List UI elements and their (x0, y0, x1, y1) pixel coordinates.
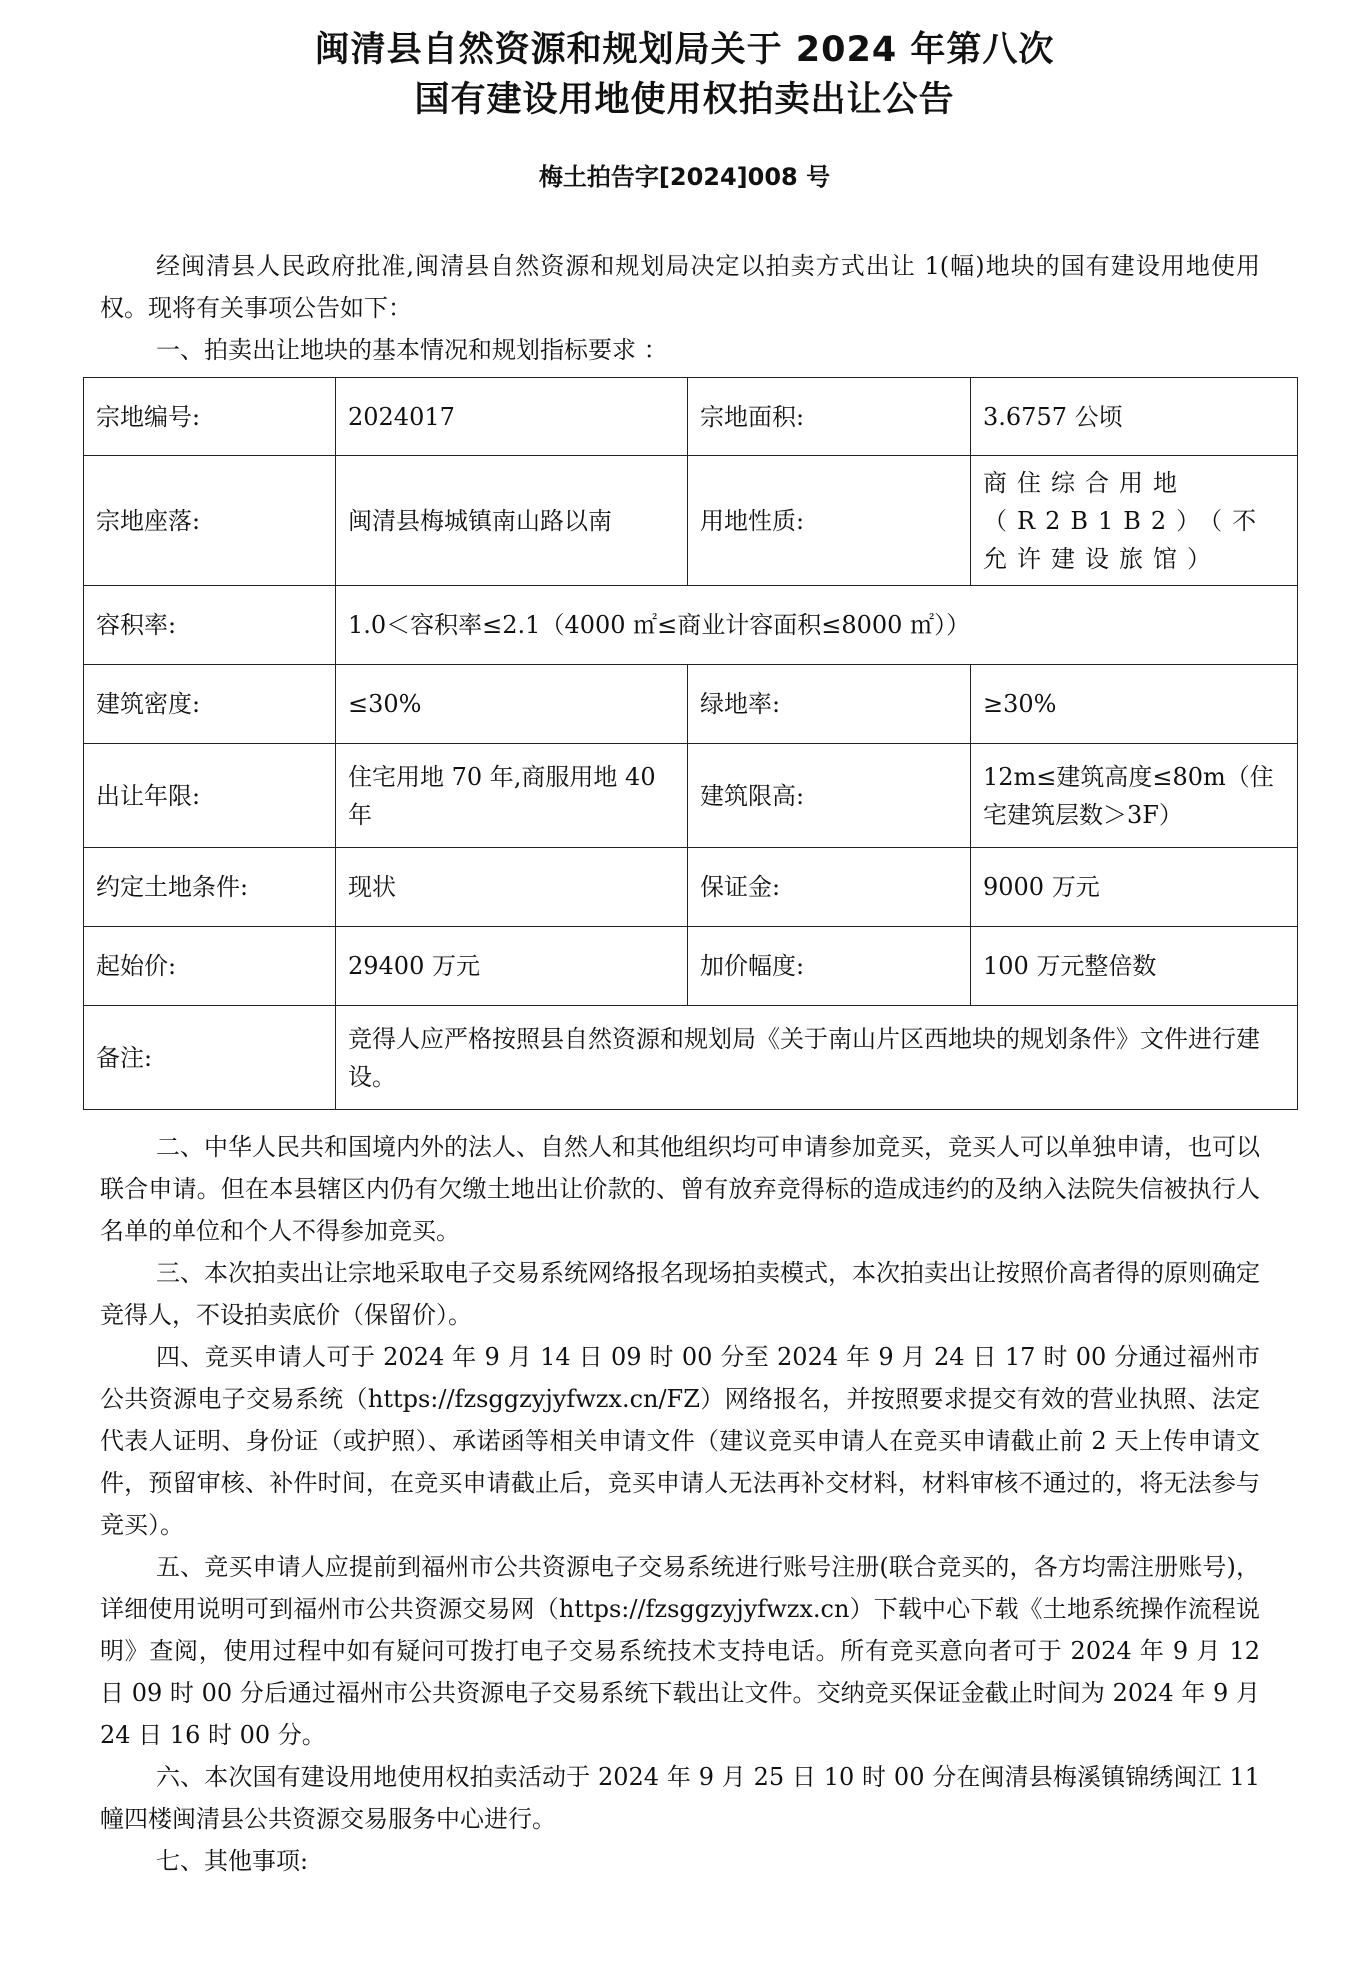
table-row (84, 927, 1298, 1006)
value-parcel-number: 2024017 (336, 378, 688, 456)
section4-paragraph: 四、竞买申请人可于 2024 年 9 月 14 日 09 时 00 分至 2024 年 9 月 24 日 17 时 00 分通过福州市公共资源电子交易系统（https://fzsggzyjyfwzx.cn/FZ）网络报名，并按照要求提交有效的营业执照、法定代表人证明、身份证（或护照）、承诺函等相关申请文件（建议竞买申请人在竞买申请截止前 2 天上传申请文件，预留审核、补件时间，在竞买申请截止后，竞买申请人无法再补交材料，材料审核不通过的，将无法参与竞买）。 (100, 1343, 1260, 1539)
section1-heading-block (100, 329, 1260, 371)
value-land-condition: 现状 (336, 848, 688, 927)
document-number: 梅土拍告字[2024]008 号 (538, 163, 831, 191)
value-building-density: ≤30% (336, 665, 688, 744)
value-deposit: 9000 万元 (971, 848, 1298, 927)
label-lease-term: 出让年限: (84, 744, 336, 848)
section2-paragraph: 二、中华人民共和国境内外的法人、自然人和其他组织均可申请参加竞买，竞买人可以单独申请，也可以联合申请。但在本县辖区内仍有欠缴土地出让价款的、曾有放弃竞得标的造成违约的及纳入法院失信被执行人名单的单位和个人不得参加竞买。 (100, 1133, 1260, 1245)
value-location: 闽清县梅城镇南山路以南 (336, 456, 688, 586)
table-row (84, 378, 1298, 456)
label-land-use: 用地性质: (688, 456, 971, 586)
value-starting-price: 29400 万元 (336, 927, 688, 1006)
value-height-limit: 12m≤建筑高度≤80m（住宅建筑层数＞3F） (971, 744, 1298, 848)
label-parcel-number: 宗地编号: (84, 378, 336, 456)
section7-heading: 七、其他事项: (156, 1847, 309, 1875)
label-height-limit: 建筑限高: (688, 744, 971, 848)
value-remarks: 竞得人应严格按照县自然资源和规划局《关于南山片区西地块的规划条件》文件进行建设。 (336, 1006, 1298, 1110)
table-row (84, 848, 1298, 927)
table-row (84, 586, 1298, 665)
label-land-condition: 约定土地条件: (84, 848, 336, 927)
label-building-density: 建筑密度: (84, 665, 336, 744)
announcement-title-line2: 国有建设用地使用权拍卖出让公告 (414, 80, 955, 120)
section1-heading: 一、拍卖出让地块的基本情况和规划指标要求 ： (156, 336, 668, 364)
sections-block (100, 1126, 1260, 1882)
label-parcel-area: 宗地面积: (688, 378, 971, 456)
table-row (84, 744, 1298, 848)
section6-paragraph: 六、本次国有建设用地使用权拍卖活动于 2024 年 9 月 25 日 10 时 00 分在闽清县梅溪镇锦绣闽江 11 幢四楼闽清县公共资源交易服务中心进行。 (100, 1763, 1260, 1833)
label-bid-increment: 加价幅度: (688, 927, 971, 1006)
label-deposit: 保证金: (688, 848, 971, 927)
label-remarks: 备注: (84, 1006, 336, 1110)
value-bid-increment: 100 万元整倍数 (971, 927, 1298, 1006)
section5-paragraph: 五、竞买申请人应提前到福州市公共资源电子交易系统进行账号注册(联合竞买的，各方均需注册账号)，详细使用说明可到福州市公共资源交易网（https://fzsggzyjyfwzx.cn）下载中心下载《土地系统操作流程说明》查阅，使用过程中如有疑问可拨打电子交易系统技术支持电话。所有竞买意向者可于 2024 年 9 月 12 日 09 时 00 分后通过福州市公共资源电子交易系统下载出让文件。交纳竞买保证金截止时间为 2024 年 9 月 24 日 16 时 00 分。 (100, 1553, 1260, 1749)
label-green-ratio: 绿地率: (688, 665, 971, 744)
parcel-info-table (83, 377, 1298, 1110)
section3-paragraph: 三、本次拍卖出让宗地采取电子交易系统网络报名现场拍卖模式，本次拍卖出让按照价高者得的原则确定竞得人，不设拍卖底价（保留价）。 (100, 1259, 1260, 1329)
table-row (84, 665, 1298, 744)
intro-paragraph (100, 245, 1260, 329)
table-row (84, 1006, 1298, 1110)
label-plot-ratio: 容积率: (84, 586, 336, 665)
value-land-use: 商住综合用地（R2B1B2）（不允许建设旅馆） (971, 456, 1298, 586)
intro-text: 经闽清县人民政府批准,闽清县自然资源和规划局决定以拍卖方式出让 1(幅)地块的国有建设用地使用权。现将有关事项公告如下： (100, 252, 1260, 322)
label-location: 宗地座落: (84, 456, 336, 586)
label-starting-price: 起始价: (84, 927, 336, 1006)
value-parcel-area: 3.6757 公顷 (971, 378, 1298, 456)
value-green-ratio: ≥30% (971, 665, 1298, 744)
announcement-title-line1: 闽清县自然资源和规划局关于 2024 年第八次 (314, 30, 1055, 70)
value-lease-term: 住宅用地 70 年,商服用地 40 年 (336, 744, 688, 848)
value-plot-ratio: 1.0＜容积率≤2.1（4000 ㎡≤商业计容面积≤8000 ㎡）） (336, 586, 1298, 665)
table-row (84, 456, 1298, 586)
